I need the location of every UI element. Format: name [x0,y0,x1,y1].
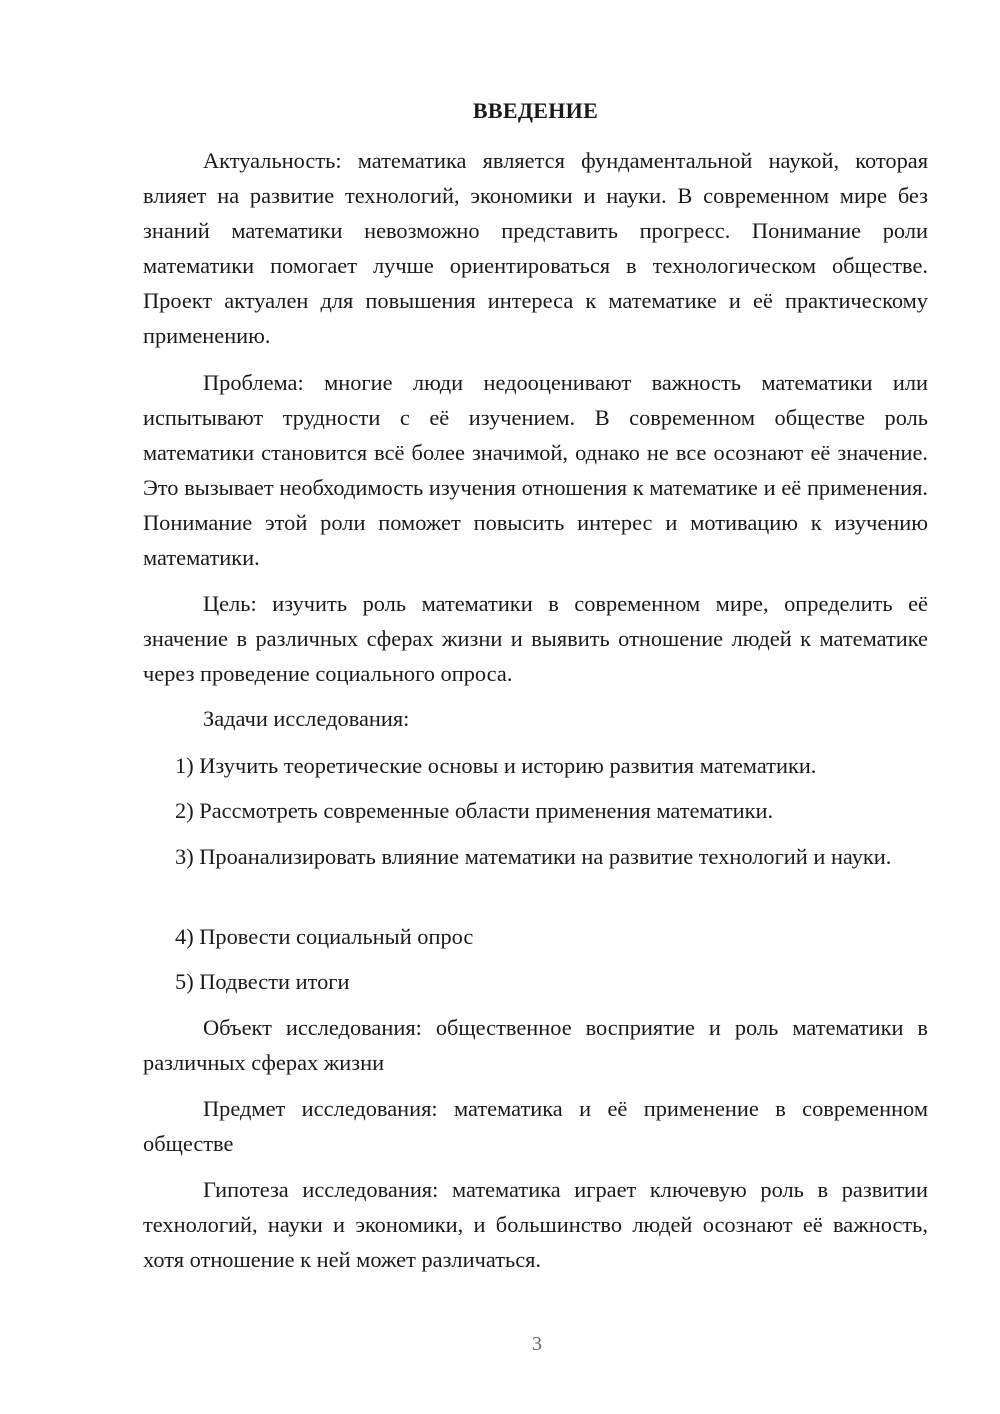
page-number: 3 [532,1333,542,1355]
page-title: ВВЕДЕНИЕ [472,98,599,123]
paragraph-problem: Проблема: многие люди недооценивают важность математики или испытывают трудности с её изучением. В современном обществе роль математики становится всё более значимой, однако не все осознают её значение. Это вызывает необходимость изучения отношения к математике и её применения. Понимание этой роли поможет повысить интерес и мотивацию к изучению математики. [143,370,928,570]
task-item-4: 4) Провести социальный опрос [175,924,474,949]
paragraph-subject: Предмет исследования: математика и её применение в современном обществе [143,1096,928,1156]
paragraph-hypothesis: Гипотеза исследования: математика играет ключевую роль в развитии технологий, науки и экономики, и большинство людей осознают её важность, хотя отношение к ней может различаться. [143,1177,928,1272]
paragraph-object: Объект исследования: общественное восприятие и роль математики в различных сферах жизни [143,1015,928,1075]
paragraph-goal: Цель: изучить роль математики в современном мире, определить её значение в различных сферах жизни и выявить отношение людей к математике через проведение социального опроса. [143,591,928,686]
task-item-1: 1) Изучить теоретические основы и историю развития математики. [175,753,817,778]
task-item-3: 3) Проанализировать влияние математики на развитие технологий и науки. [175,844,892,869]
task-item-2: 2) Рассмотреть современные области применения математики. [175,798,774,823]
paragraph-relevance: Актуальность: математика является фундаментальной наукой, которая влияет на развитие технологий, экономики и науки. В современном мире без знаний математики невозможно представить прогресс. Понимание роли математики помогает лучше ориентироваться в технологическом обществе. Проект актуален для повышения интереса к математике и её практическому применению. [143,148,928,348]
paragraph-tasks-heading: Задачи исследования: [203,706,410,731]
task-item-5: 5) Подвести итоги [175,969,350,994]
